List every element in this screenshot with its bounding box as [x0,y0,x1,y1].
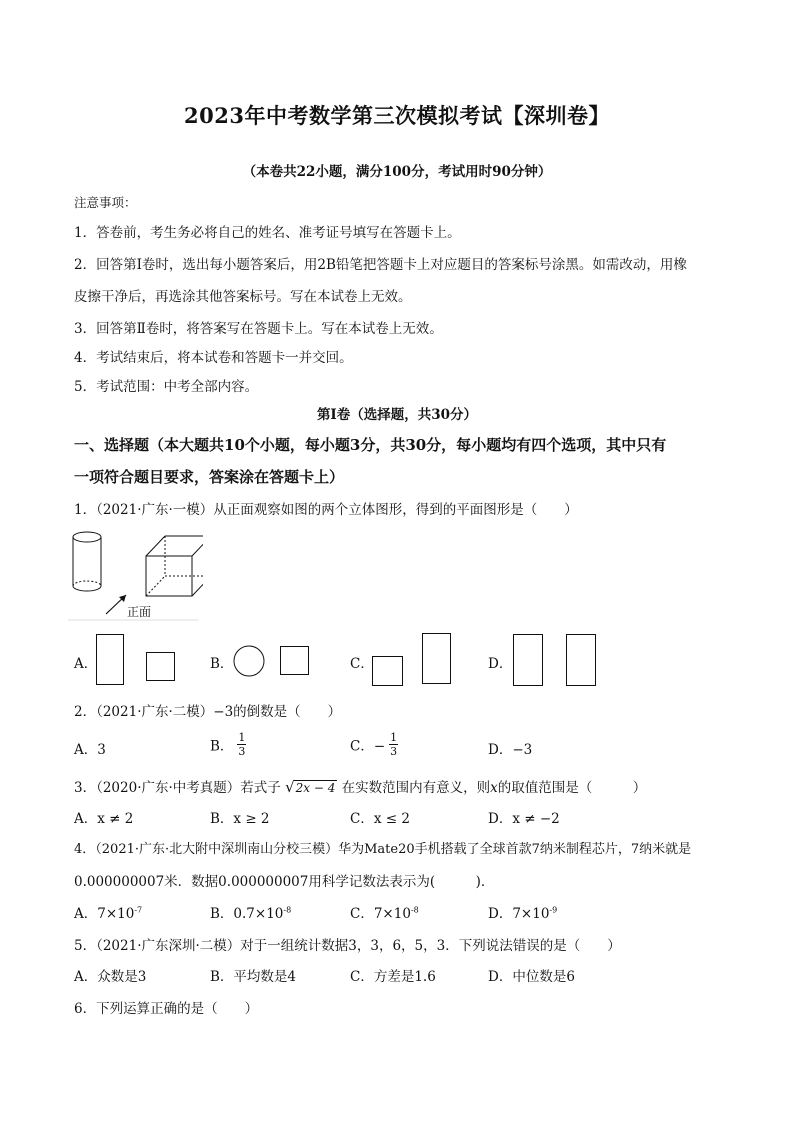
notice-item: 3．回答第Ⅱ卷时，将答案写在答题卡上。写在本试卷上无效。 [74,321,443,337]
notice-item: 2．回答第Ⅰ卷时，选出每小题答案后，用2B铅笔把答题卡上对应题目的答案标号涂黑。如需改动，用橡 [74,257,687,273]
cylinder-figure [73,532,101,591]
option-b [210,732,246,757]
option-exponent: -8 [283,905,292,915]
part-one-heading-cont: 一项符合题目要求，答案涂在答题卡上） [74,468,345,486]
option-b-label: B． [210,738,234,755]
option-d: D．x ≠ −2 [488,811,560,827]
option-c: C．方差是1.6 [350,969,436,985]
question-1-stem: 1．（2021·广东·一模）从正面观察如图的两个立体图形，得到的平面图形是（ ） [74,502,578,518]
front-view-label: 正面 [127,605,152,619]
denominator: 3 [390,745,398,758]
option-a: A．众数是3 [74,969,147,985]
radicand: 2x − 4 [295,781,336,795]
question-2-options [74,732,734,762]
notice-item: 5．考试范围：中考全部内容。 [74,379,259,395]
option-b [210,902,291,922]
question-2-stem: 2．（2021·广东·二模）−3的倒数是（ ） [74,704,342,720]
sqrt-icon: √ [285,778,295,796]
option-a: A．x ≠ 2 [74,811,134,827]
front-arrow-icon [106,595,126,614]
question-6-stem: 6．下列运算正确的是（ ） [74,1001,259,1017]
option-c-label: C．− [350,738,386,755]
option-c-figure [370,630,456,688]
part-one-heading: 一、选择题（本大题共10个小题，每小题3分，共30分，每小题均有四个选项，其中只有 [74,436,667,454]
option-a: A．3 [74,742,106,758]
option-d: D．中位数是6 [488,969,575,985]
numerator: 1 [390,731,398,744]
stem-text: 的取值范围是（ ） [497,780,647,796]
option-b: B．平均数是4 [210,969,297,985]
denominator: 3 [238,745,246,758]
page-title: 2023年中考数学第三次模拟考试【深圳卷】 [184,103,610,128]
option-label: D． [488,906,513,922]
exam-subtitle: （本卷共22小题，满分100分，考试用时90分钟） [242,164,552,180]
option-a [74,902,142,922]
notice-item: 皮擦干净后，再选涂其他答案标号。写在本试卷上无效。 [74,289,412,305]
option-exponent: -8 [410,905,419,915]
option-base: 0.7×10 [233,906,284,922]
option-base: 7×10 [97,906,135,922]
option-exponent: -9 [549,905,558,915]
option-label: B． [210,906,234,922]
question-4-options [74,902,734,926]
option-d-figure [508,630,604,688]
stem-text: 3．（2020·广东·中考真题）若式子 [74,780,281,796]
question-4-stem-cont: 0.000000007米．数据0.000000007用科学记数法表示为( )． [74,874,495,890]
option-d-label: D． [488,656,513,672]
option-b-label: B． [210,656,234,672]
notice-item: 4．考试结束后，将本试卷和答题卡一并交回。 [74,350,353,366]
fraction [237,732,246,757]
option-b-figure [230,630,316,688]
question-5-options [74,965,734,989]
option-base: 7×10 [373,906,411,922]
question-3-options [74,807,734,831]
notice-heading: 注意事项： [74,195,137,210]
option-base: 7×10 [512,906,550,922]
question-3-stem [74,776,734,796]
option-a-figure [92,630,178,688]
option-b: B．x ≥ 2 [210,811,270,827]
option-d: D．−3 [488,742,533,758]
fraction [389,732,398,757]
notice-item: 1．答卷前，考生务必将自己的姓名、准考证号填写在答题卡上。 [74,225,461,241]
cube-figure [146,536,203,596]
option-exponent: -7 [134,905,143,915]
option-c [350,732,398,757]
question-1-options [74,630,734,690]
stem-text: 在实数范围内有意义，则 [341,780,491,796]
option-label: A． [74,906,98,922]
question-4-stem: 4．（2021·广东·北大附中深圳南山分校三模）华为Mate20手机搭载了全球首款7纳米制程芯片，7纳米就是 [74,842,692,857]
option-c-label: C． [350,656,374,672]
variable: x [490,780,498,796]
option-a-label: A． [74,656,98,672]
question-5-stem: 5．（2021·广东深圳·二模）对于一组统计数据3，3，6，5，3．下列说法错误的是（ ） [74,938,621,954]
option-c [350,902,419,922]
option-label: C． [350,906,374,922]
numerator: 1 [238,731,246,744]
option-c: C．x ≤ 2 [350,811,410,827]
section-title: 第Ⅰ卷（选择题，共30分） [316,407,478,423]
option-d [488,902,557,922]
